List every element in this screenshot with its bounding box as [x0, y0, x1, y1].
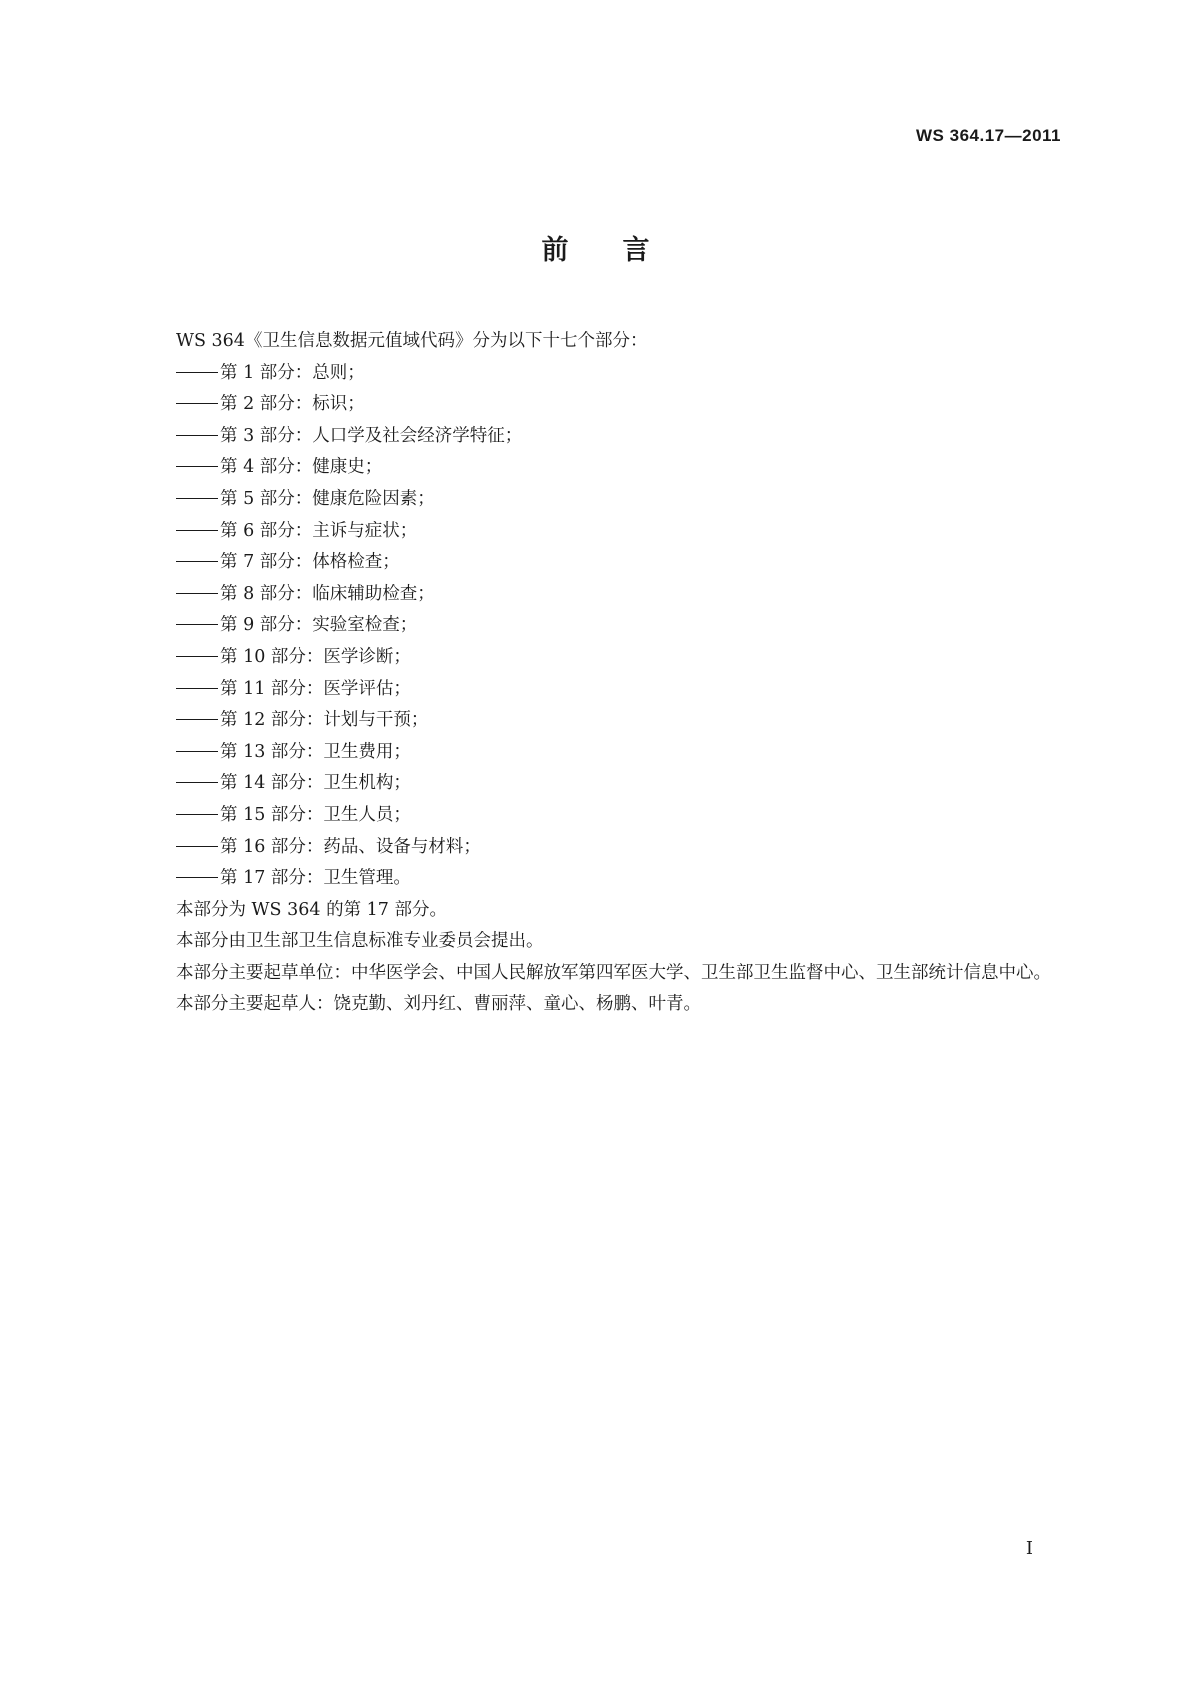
em-dash	[176, 435, 218, 436]
foreword-body	[126, 326, 1066, 1021]
this-part-paragraph: 本部分为 WS 364 的第 17 部分。	[176, 899, 447, 920]
list-item-text: 第 12 部分：计划与干预；	[220, 710, 429, 731]
list-item	[126, 832, 1066, 864]
list-item	[126, 484, 1066, 516]
list-item	[126, 421, 1066, 453]
list-item	[126, 579, 1066, 611]
list-item	[126, 768, 1066, 800]
list-item-text: 第 7 部分：体格检查；	[220, 552, 400, 573]
list-item	[126, 642, 1066, 674]
page-number: I	[1025, 1538, 1033, 1559]
list-item-text: 第 5 部分：健康危险因素；	[220, 488, 435, 509]
list-item-text: 第 1 部分：总则；	[220, 362, 365, 383]
list-item-text: 第 3 部分：人口学及社会经济学特征；	[220, 425, 523, 446]
page-title: 前言	[541, 235, 704, 266]
list-item-text: 第 9 部分：实验室检查；	[220, 615, 418, 636]
list-item-text: 第 16 部分：药品、设备与材料；	[220, 836, 481, 857]
list-item	[126, 737, 1066, 769]
list-item	[126, 705, 1066, 737]
list-item-text: 第 11 部分：医学评估；	[220, 678, 411, 699]
em-dash	[176, 372, 218, 373]
em-dash	[176, 530, 218, 531]
em-dash	[176, 656, 218, 657]
list-item	[126, 516, 1066, 548]
drafters-paragraph: 本部分主要起草人：饶克勤、刘丹红、曹丽萍、童心、杨鹏、叶青。	[176, 994, 701, 1015]
list-item	[126, 863, 1066, 895]
em-dash	[176, 751, 218, 752]
em-dash	[176, 719, 218, 720]
list-item-text: 第 13 部分：卫生费用；	[220, 741, 411, 762]
standard-code: WS 364.17—2011	[916, 126, 1061, 145]
list-item	[126, 452, 1066, 484]
em-dash	[176, 561, 218, 562]
parts-list	[126, 358, 1066, 895]
proposed-by-paragraph: 本部分由卫生部卫生信息标准专业委员会提出。	[176, 931, 544, 952]
list-item	[126, 674, 1066, 706]
list-item-text: 第 8 部分：临床辅助检查；	[220, 583, 435, 604]
intro-paragraph: WS 364《卫生信息数据元值域代码》分为以下十七个部分：	[176, 331, 648, 351]
list-item	[126, 800, 1066, 832]
em-dash	[176, 403, 218, 404]
em-dash	[176, 498, 218, 499]
list-item	[126, 547, 1066, 579]
list-item	[126, 358, 1066, 390]
em-dash	[176, 593, 218, 594]
list-item-text: 第 2 部分：标识；	[220, 394, 365, 415]
em-dash	[176, 624, 218, 625]
em-dash	[176, 877, 218, 878]
drafting-units-paragraph: 本部分主要起草单位：中华医学会、中国人民解放军第四军医大学、卫生部卫生监督中心、卫生部统计信息中心。	[176, 962, 1051, 983]
list-item-text: 第 15 部分：卫生人员；	[220, 804, 411, 825]
list-item	[126, 389, 1066, 421]
list-item	[126, 610, 1066, 642]
list-item-text: 第 14 部分：卫生机构；	[220, 773, 411, 794]
em-dash	[176, 846, 218, 847]
list-item-text: 第 6 部分：主诉与症状；	[220, 520, 418, 541]
list-item-text: 第 4 部分：健康史；	[220, 457, 383, 478]
list-item-text: 第 17 部分：卫生管理。	[220, 868, 411, 889]
list-item-text: 第 10 部分：医学诊断；	[220, 646, 411, 667]
em-dash	[176, 688, 218, 689]
em-dash	[176, 814, 218, 815]
em-dash	[176, 782, 218, 783]
em-dash	[176, 466, 218, 467]
